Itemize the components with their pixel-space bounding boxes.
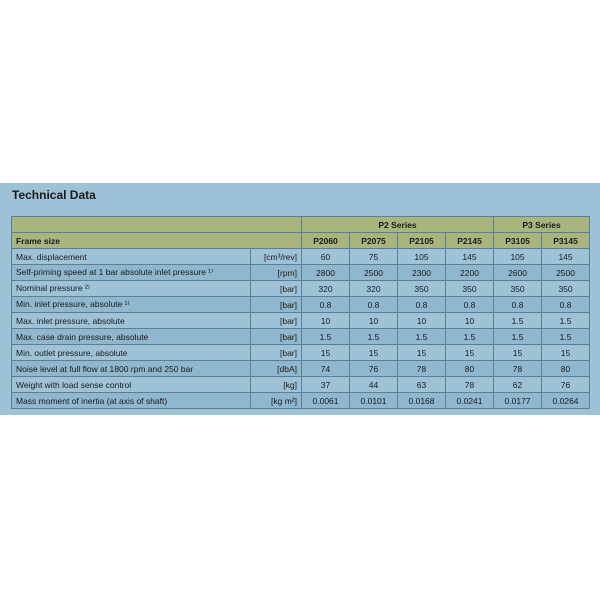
cell-value: 145 bbox=[542, 249, 590, 265]
cell-value: 15 bbox=[398, 345, 446, 361]
cell-value: 1.5 bbox=[494, 313, 542, 329]
table-row bbox=[12, 297, 590, 313]
cell-value: 74 bbox=[302, 361, 350, 377]
row-unit: [dbA] bbox=[251, 361, 302, 377]
cell-value: 2200 bbox=[446, 265, 494, 281]
row-label: Weight with load sense control bbox=[12, 377, 251, 393]
cell-value: 15 bbox=[494, 345, 542, 361]
table-row bbox=[12, 281, 590, 297]
cell-value: 0.0177 bbox=[494, 393, 542, 409]
cell-value: 1.5 bbox=[494, 329, 542, 345]
row-label: Max. case drain pressure, absolute bbox=[12, 329, 251, 345]
model-header: P2105 bbox=[398, 233, 446, 249]
model-header: P2060 bbox=[302, 233, 350, 249]
cell-value: 10 bbox=[350, 313, 398, 329]
row-label: Max. displacement bbox=[12, 249, 251, 265]
cell-value: 78 bbox=[446, 377, 494, 393]
technical-data-table bbox=[11, 216, 590, 409]
cell-value: 0.0101 bbox=[350, 393, 398, 409]
table-row bbox=[12, 265, 590, 281]
row-unit: [rpm] bbox=[251, 265, 302, 281]
cell-value: 10 bbox=[302, 313, 350, 329]
cell-value: 1.5 bbox=[398, 329, 446, 345]
table-row bbox=[12, 345, 590, 361]
cell-value: 105 bbox=[398, 249, 446, 265]
cell-value: 0.0061 bbox=[302, 393, 350, 409]
row-label: Nominal pressure ²⁾ bbox=[12, 281, 251, 297]
cell-value: 75 bbox=[350, 249, 398, 265]
cell-value: 15 bbox=[350, 345, 398, 361]
row-unit: [bar] bbox=[251, 297, 302, 313]
cell-value: 0.0264 bbox=[542, 393, 590, 409]
cell-value: 10 bbox=[446, 313, 494, 329]
cell-value: 350 bbox=[494, 281, 542, 297]
model-header: P2145 bbox=[446, 233, 494, 249]
cell-value: 0.8 bbox=[542, 297, 590, 313]
cell-value: 76 bbox=[542, 377, 590, 393]
cell-value: 350 bbox=[542, 281, 590, 297]
cell-value: 76 bbox=[350, 361, 398, 377]
cell-value: 0.0168 bbox=[398, 393, 446, 409]
cell-value: 78 bbox=[398, 361, 446, 377]
cell-value: 80 bbox=[542, 361, 590, 377]
cell-value: 320 bbox=[350, 281, 398, 297]
cell-value: 0.8 bbox=[446, 297, 494, 313]
frame-size-label: Frame size bbox=[12, 233, 302, 249]
model-header: P3105 bbox=[494, 233, 542, 249]
row-unit: [kg] bbox=[251, 377, 302, 393]
cell-value: 1.5 bbox=[302, 329, 350, 345]
cell-value: 15 bbox=[542, 345, 590, 361]
cell-value: 15 bbox=[446, 345, 494, 361]
cell-value: 0.8 bbox=[398, 297, 446, 313]
section-title: Technical Data bbox=[12, 188, 96, 202]
table-row bbox=[12, 249, 590, 265]
cell-value: 78 bbox=[494, 361, 542, 377]
cell-value: 0.8 bbox=[350, 297, 398, 313]
row-unit: [bar] bbox=[251, 281, 302, 297]
cell-value: 0.8 bbox=[494, 297, 542, 313]
cell-value: 10 bbox=[398, 313, 446, 329]
cell-value: 15 bbox=[302, 345, 350, 361]
cell-value: 350 bbox=[398, 281, 446, 297]
model-header: P3145 bbox=[542, 233, 590, 249]
cell-value: 145 bbox=[446, 249, 494, 265]
cell-value: 80 bbox=[446, 361, 494, 377]
row-label: Min. inlet pressure, absolute ¹⁾ bbox=[12, 297, 251, 313]
cell-value: 1.5 bbox=[542, 329, 590, 345]
table-row bbox=[12, 377, 590, 393]
table-row bbox=[12, 329, 590, 345]
cell-value: 2300 bbox=[398, 265, 446, 281]
frame-size-row bbox=[12, 233, 590, 249]
cell-value: 350 bbox=[446, 281, 494, 297]
cell-value: 63 bbox=[398, 377, 446, 393]
cell-value: 2500 bbox=[542, 265, 590, 281]
row-label: Min. outlet pressure, absolute bbox=[12, 345, 251, 361]
row-unit: [bar] bbox=[251, 313, 302, 329]
row-unit: [cm³/rev] bbox=[251, 249, 302, 265]
cell-value: 2600 bbox=[494, 265, 542, 281]
cell-value: 62 bbox=[494, 377, 542, 393]
row-unit: [bar] bbox=[251, 345, 302, 361]
cell-value: 1.5 bbox=[542, 313, 590, 329]
cell-value: 1.5 bbox=[350, 329, 398, 345]
series-header-row bbox=[12, 217, 590, 233]
model-header: P2075 bbox=[350, 233, 398, 249]
cell-value: 44 bbox=[350, 377, 398, 393]
table-row bbox=[12, 313, 590, 329]
cell-value: 60 bbox=[302, 249, 350, 265]
series-header: P3 Series bbox=[494, 217, 590, 233]
row-label: Self-priming speed at 1 bar absolute inlet pressure ¹⁾ bbox=[12, 265, 251, 281]
row-unit: [kg m²] bbox=[251, 393, 302, 409]
series-header: P2 Series bbox=[302, 217, 494, 233]
cell-value: 0.0241 bbox=[446, 393, 494, 409]
table-row bbox=[12, 361, 590, 377]
cell-value: 105 bbox=[494, 249, 542, 265]
cell-value: 0.8 bbox=[302, 297, 350, 313]
row-label: Mass moment of inertia (at axis of shaft) bbox=[12, 393, 251, 409]
series-header-blank bbox=[12, 217, 302, 233]
table-row bbox=[12, 393, 590, 409]
row-label: Noise level at full flow at 1800 rpm and 250 bar bbox=[12, 361, 251, 377]
row-unit: [bar] bbox=[251, 329, 302, 345]
cell-value: 320 bbox=[302, 281, 350, 297]
cell-value: 37 bbox=[302, 377, 350, 393]
cell-value: 2800 bbox=[302, 265, 350, 281]
row-label: Max. inlet pressure, absolute bbox=[12, 313, 251, 329]
cell-value: 1.5 bbox=[446, 329, 494, 345]
cell-value: 2500 bbox=[350, 265, 398, 281]
